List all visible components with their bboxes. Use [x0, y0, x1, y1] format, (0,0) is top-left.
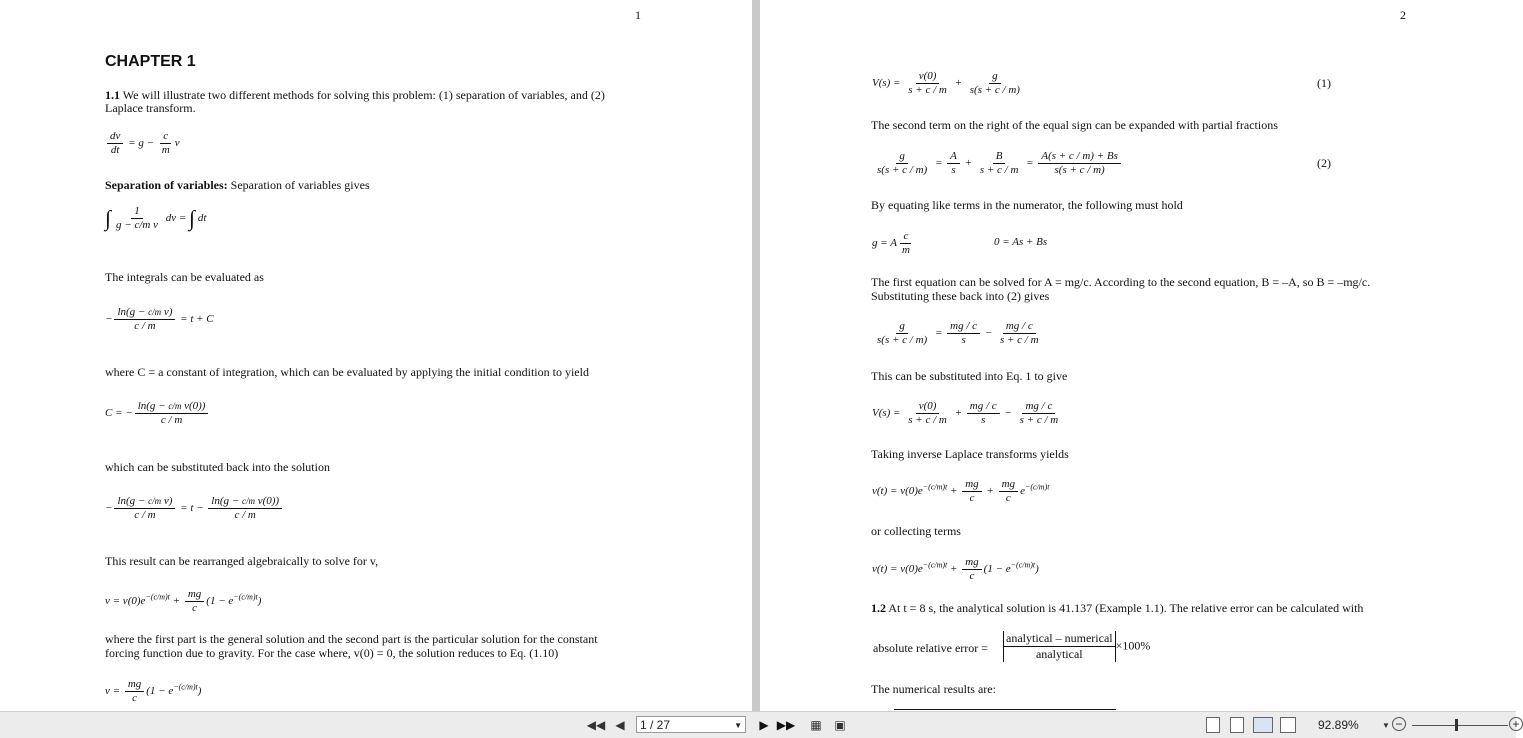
two-page-icon[interactable] — [1253, 717, 1273, 733]
intro-line-2: Laplace transform. — [105, 101, 196, 115]
substituted-text: which can be substituted back into the solution — [105, 460, 330, 474]
prev-page-icon[interactable]: ◀ — [615, 718, 625, 732]
first-equation-line-1: The first equation can be solved for A = mg/c. According to the second equation, B = –A, so B = –mg/c. — [871, 275, 1371, 289]
page-gutter — [752, 0, 760, 711]
equation-solution: − $\frac{\text{ln(g − c/m v)}}{c / m}$ = t − $\frac{\text{ln(g − c/m v(0))}}{c / m}$ — [105, 495, 284, 522]
intro-line-1: 1.1 We will illustrate two different methods for solving this problem: (1) separation of variables, and (2) — [105, 88, 605, 102]
substitute-eq1-text: This can be substituted into Eq. 1 to give — [871, 369, 1068, 383]
page-number: 1 — [635, 8, 641, 22]
continuous-icon[interactable] — [1230, 717, 1244, 733]
equation-dvdt: $\frac{dv}{dt}$ = g − $\frac{c}{m}$ v — [105, 130, 180, 157]
document-page-1 — [0, 0, 752, 711]
equation-g-A: g = A $\frac{c}{m}$ — [872, 230, 910, 256]
page-indicator-input[interactable]: 1 / 27 ▼ — [636, 716, 746, 733]
chevron-down-icon: ▼ — [734, 721, 742, 730]
inverse-laplace-text: Taking inverse Laplace transforms yields — [871, 447, 1069, 461]
zoom-slider-handle[interactable] — [1455, 719, 1458, 731]
table-top-rule — [894, 709, 1116, 710]
chapter-heading: CHAPTER 1 — [105, 53, 196, 70]
zoom-level[interactable]: 92.89% — [1318, 718, 1359, 732]
equation-Vs-expanded: V(s) = $\frac{v(0)}{s + c / m}$ + $\frac{mg / c}{s}$ − $\frac{mg / c}{s + c / m}$ — [872, 400, 1059, 426]
equation-vt: $v(t) = v(0)e^{-(c/m)t}$ + $\frac{mg}{c}$ + $\frac{mg}{c}$ $e^{-(c/m)t}$ — [872, 478, 1050, 504]
equation-integral: ∫ $\frac{1}{\text{g − c/m v}}$ dv = ∫ dt — [105, 205, 207, 231]
equation-Vs: V(s) = $\frac{v(0)}{s + c / m}$ + $\frac{g}{s(s + c / m)}$ — [872, 70, 1020, 96]
where2-line-2: forcing function due to gravity. For the case where, v(0) = 0, the solution reduces to Eq. (1.10) — [105, 646, 559, 660]
equation-vt-collected: $v(t) = v(0)e^{-(c/m)t}$ + $\frac{mg}{c}$ $(1 - e^{-(c/m)t})$ — [872, 556, 1039, 582]
equation-relative-error: analytical – numerical analytical ×100% — [1003, 631, 1150, 662]
integrals-text: The integrals can be evaluated as — [105, 270, 264, 284]
where-text: where C = a constant of integration, which can be evaluated by applying the initial condition to yield — [105, 365, 589, 379]
absolute-relative-error-label: absolute relative error = — [873, 641, 989, 655]
collecting-text: or collecting terms — [871, 524, 961, 538]
separation-line: Separation of variables: Separation of variables gives — [105, 178, 370, 192]
first-page-icon[interactable]: ◀◀ — [586, 718, 606, 732]
two-page-continuous-icon[interactable] — [1280, 717, 1296, 733]
single-page-icon[interactable] — [1206, 717, 1220, 733]
numerical-results-text: The numerical results are: — [871, 682, 996, 696]
equation-zero: 0 = As + Bs — [994, 236, 1048, 248]
next-page-icon[interactable]: ▶ — [759, 718, 769, 732]
equating-text: By equating like terms in the numerator, the following must hold — [871, 198, 1183, 212]
where2-line-1: where the first part is the general solution and the second part is the particular solution for the constant — [105, 632, 598, 646]
zoom-in-icon[interactable]: + — [1509, 717, 1523, 731]
equation-ln: − $\frac{\text{ln(g − c/m v)}}{c / m}$ = t + C — [105, 306, 214, 332]
section-1-2-text: 1.2 At t = 8 s, the analytical solution is 41.137 (Example 1.1). The relative error can be calculated with — [871, 601, 1364, 615]
equation-v-final: v = $\frac{mg}{c}$ $(1 - e^{-(c/m)t})$ — [105, 678, 202, 704]
equation-v: $v = v(0)e^{-(c/m)t}$ + $\frac{mg}{c}$ $(1 - e^{-(c/m)t})$ — [105, 588, 262, 614]
zoom-out-icon[interactable]: − — [1392, 717, 1406, 731]
equation-C: C = − $\frac{\text{ln(g − c/m v(0))}}{c / m}$ — [105, 400, 210, 427]
document-page-2 — [760, 0, 1516, 711]
equation-partial-fractions: $\frac{g}{s(s + c / m)}$ = $\frac{A}{s}$ + $\frac{B}{s + c / m}$ = $\frac{A(s + c / m) + Bs}{s(s + c / m)}$ — [872, 150, 1123, 177]
fit-width-icon[interactable]: ▣ — [834, 718, 846, 732]
second-term-text: The second term on the right of the equal sign can be expanded with partial fractions — [871, 118, 1278, 132]
zoom-dropdown-icon[interactable]: ▼ — [1382, 720, 1390, 730]
status-bar — [0, 711, 1520, 738]
equation-number-1: (1) — [1317, 76, 1331, 90]
last-page-icon[interactable]: ▶▶ — [776, 718, 796, 732]
equation-substituted: $\frac{g}{s(s + c / m)}$ = $\frac{mg / c}{s}$ − $\frac{mg / c}{s + c / m}$ — [877, 320, 1039, 346]
page-number: 2 — [1400, 8, 1406, 22]
zoom-slider[interactable] — [1412, 725, 1508, 726]
rearranged-text: This result can be rearranged algebraically to solve for v, — [105, 554, 379, 568]
equation-number-2: (2) — [1317, 156, 1331, 170]
first-equation-line-2: Substituting these back into (2) gives — [871, 289, 1050, 303]
fit-page-icon[interactable]: ▦ — [810, 718, 822, 732]
